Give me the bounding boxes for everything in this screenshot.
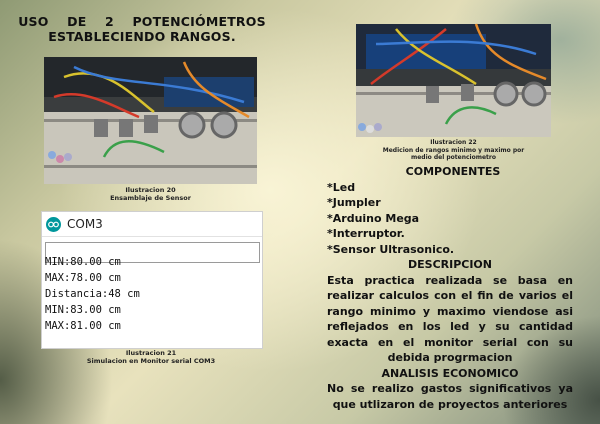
component-item: *Interruptor. <box>327 227 405 240</box>
component-item: *Sensor Ultrasonico. <box>327 242 455 256</box>
serial-monitor-titlebar <box>42 212 262 237</box>
serial-port-title: COM3 <box>67 217 103 231</box>
economic-heading: ANALISIS ECONOMICO <box>381 366 519 380</box>
range-measurement-photo <box>356 24 551 137</box>
serial-output <box>42 254 262 336</box>
figure-20-number: Ilustracion 20 <box>125 186 176 194</box>
figure-22-number: Ilustracion 22 <box>430 139 477 146</box>
right-column-text <box>327 165 573 412</box>
component-item: *Arduino Mega <box>327 211 420 225</box>
title-line-2: ESTABLECIENDO RANGOS. <box>48 29 236 44</box>
components-heading: COMPONENTES <box>405 165 501 178</box>
description-text: Esta practica realizada se basa en realizar calculos con el fin de varios el rango minimo y maximo viendose asi reflejados en los led y su cantidad exacta en el monitor serial con su debida progrmacion <box>327 273 573 364</box>
figure-21-number: Ilustracion 21 <box>125 349 177 357</box>
figure-21-caption <box>41 349 261 365</box>
title-line-1: USO DE 2 POTENCIÓMETROS <box>18 14 266 29</box>
figure-20-text: Ensamblaje de Sensor <box>110 194 191 202</box>
figure-20-caption <box>44 186 257 202</box>
figure-22-text-2: medio del potenciometro <box>410 154 497 161</box>
figure-21-text: Simulacion en Monitor serial COM3 <box>86 357 216 365</box>
economic-text: No se realizo gastos significativos ya que utlizaron de proyectos anteriores <box>327 382 573 411</box>
arduino-logo-icon <box>46 217 61 232</box>
figure-22-text-1: Medicion de rangos minimo y maximo por <box>382 146 525 154</box>
description-heading: DESCRIPCION <box>408 258 492 271</box>
serial-line: MIN:83.00 cm <box>45 304 121 316</box>
component-item: *Led <box>327 180 356 194</box>
serial-monitor-window <box>41 211 263 349</box>
figure-22-caption <box>356 139 551 162</box>
component-item: *Jumpler <box>327 196 381 209</box>
sensor-assembly-photo <box>44 57 257 184</box>
page-title <box>18 14 266 44</box>
serial-line: MAX:81.00 cm <box>45 320 121 332</box>
serial-line: MIN:80.00 cm <box>45 256 121 268</box>
serial-line: MAX:78.00 cm <box>45 272 121 284</box>
serial-line: Distancia:48 cm <box>45 288 140 300</box>
